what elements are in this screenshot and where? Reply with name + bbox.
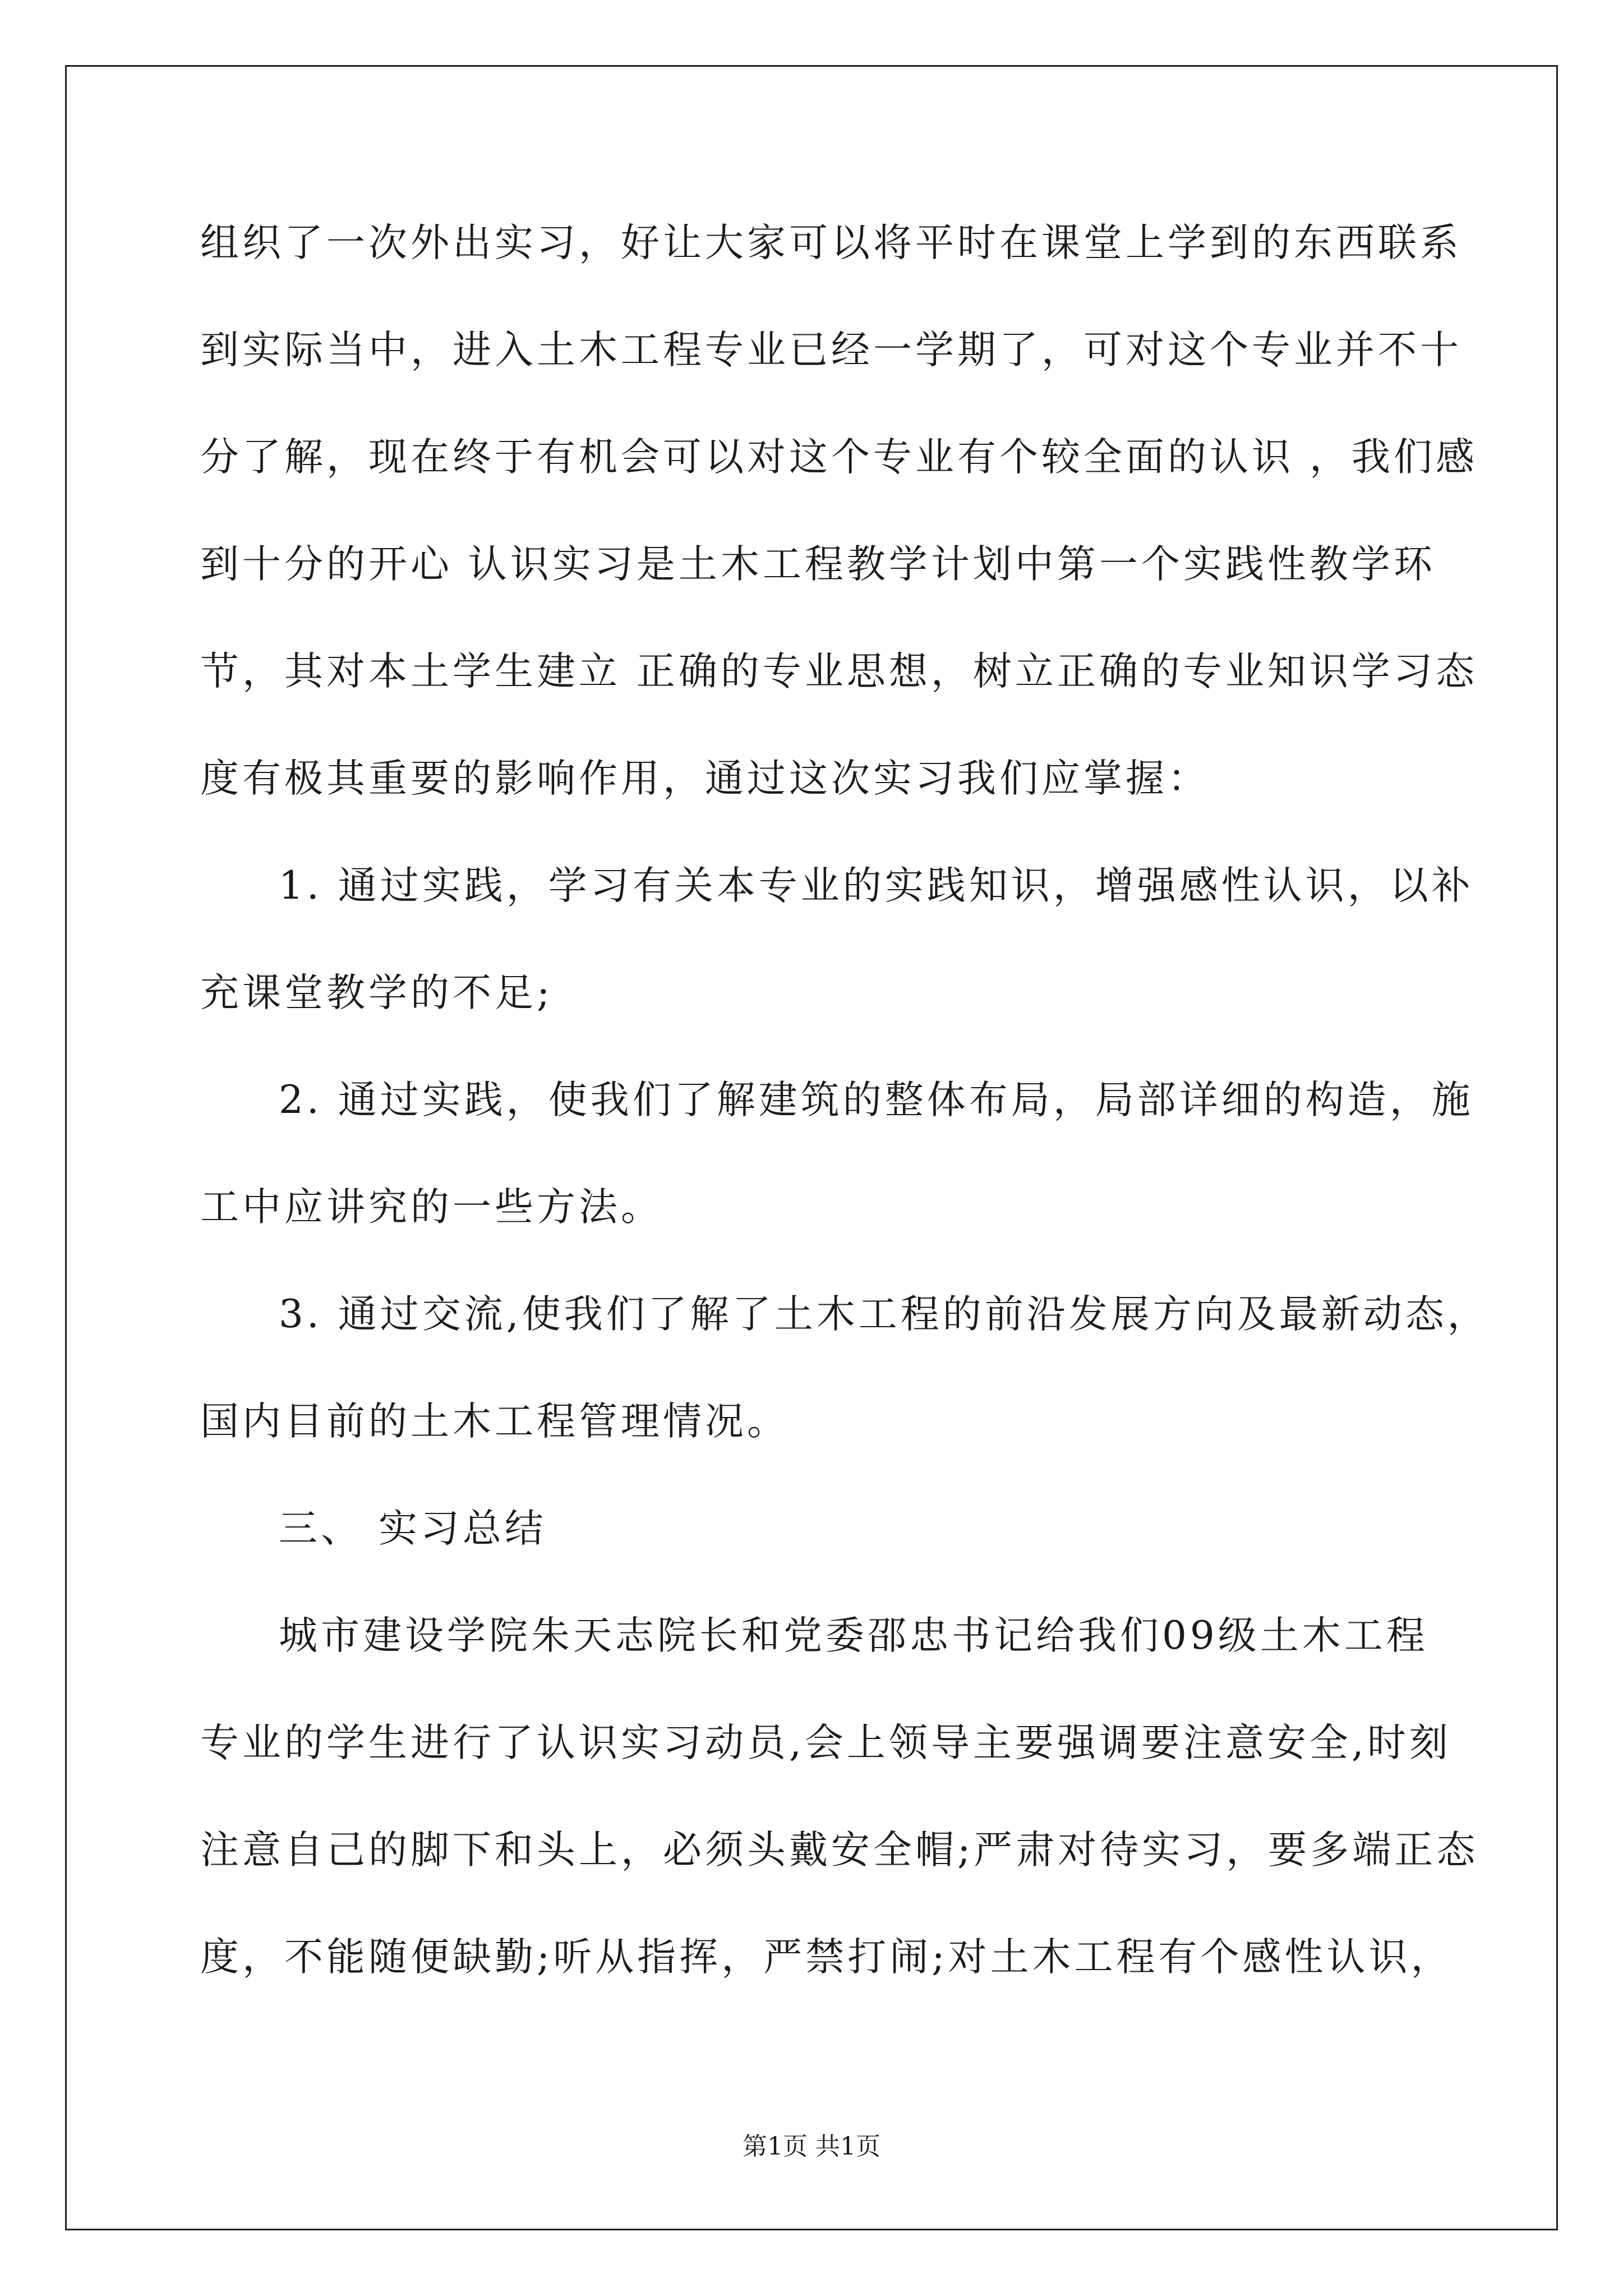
- section-heading: 三、 实习总结: [279, 1506, 547, 1551]
- text-line: 分了解，现在终于有机会可以对这个专业有个较全面的认识 ，我们感: [200, 435, 1478, 480]
- paragraph-line: 专业的学生进行了认识实习动员,会上领导主要强调要注意安全,时刻: [200, 1720, 1451, 1765]
- page-footer: 第1页 共1页: [743, 2132, 880, 2161]
- text-line: 度有极其重要的影响作用，通过这次实习我们应掌握：: [200, 756, 1210, 801]
- paragraph-line: 度，不能随便缺勤;听从指挥，严禁打闹;对土木工程有个感性认识，: [200, 1935, 1453, 1980]
- list-item-1-line-2: 充课堂教学的不足;: [200, 970, 554, 1015]
- paragraph-line: 注意自己的脚下和头上，必须头戴安全帽;严肃对待实习，要多端正态: [200, 1828, 1479, 1872]
- text-line: 到十分的开心 认识实习是土木工程教学计划中第一个实践性教学环: [200, 542, 1436, 587]
- list-item-3-line-2: 国内目前的土木工程管理情况。: [200, 1399, 789, 1444]
- text-line: 组织了一次外出实习，好让大家可以将平时在课堂上学到的东西联系: [200, 220, 1462, 265]
- paragraph-line: 城市建设学院朱天志院长和党委邵忠书记给我们09级土木工程: [279, 1613, 1428, 1658]
- list-item-1-line-1: 1. 通过实践，学习有关本专业的实践知识，增强感性认识，以补: [279, 863, 1474, 908]
- list-item-3-line-1: 3. 通过交流,使我们了解了土木工程的前沿发展方向及最新动态，: [279, 1292, 1490, 1337]
- page-border: [65, 65, 1558, 2230]
- text-line: 节，其对本土学生建立 正确的专业思想，树立正确的专业知识学习态: [200, 649, 1478, 694]
- text-line: 到实际当中，进入土木工程专业已经一学期了，可对这个专业并不十: [200, 328, 1462, 372]
- list-item-2-line-1: 2. 通过实践，使我们了解建筑的整体布局，局部详细的构造，施: [279, 1078, 1474, 1122]
- list-item-2-line-2: 工中应讲究的一些方法。: [200, 1185, 663, 1230]
